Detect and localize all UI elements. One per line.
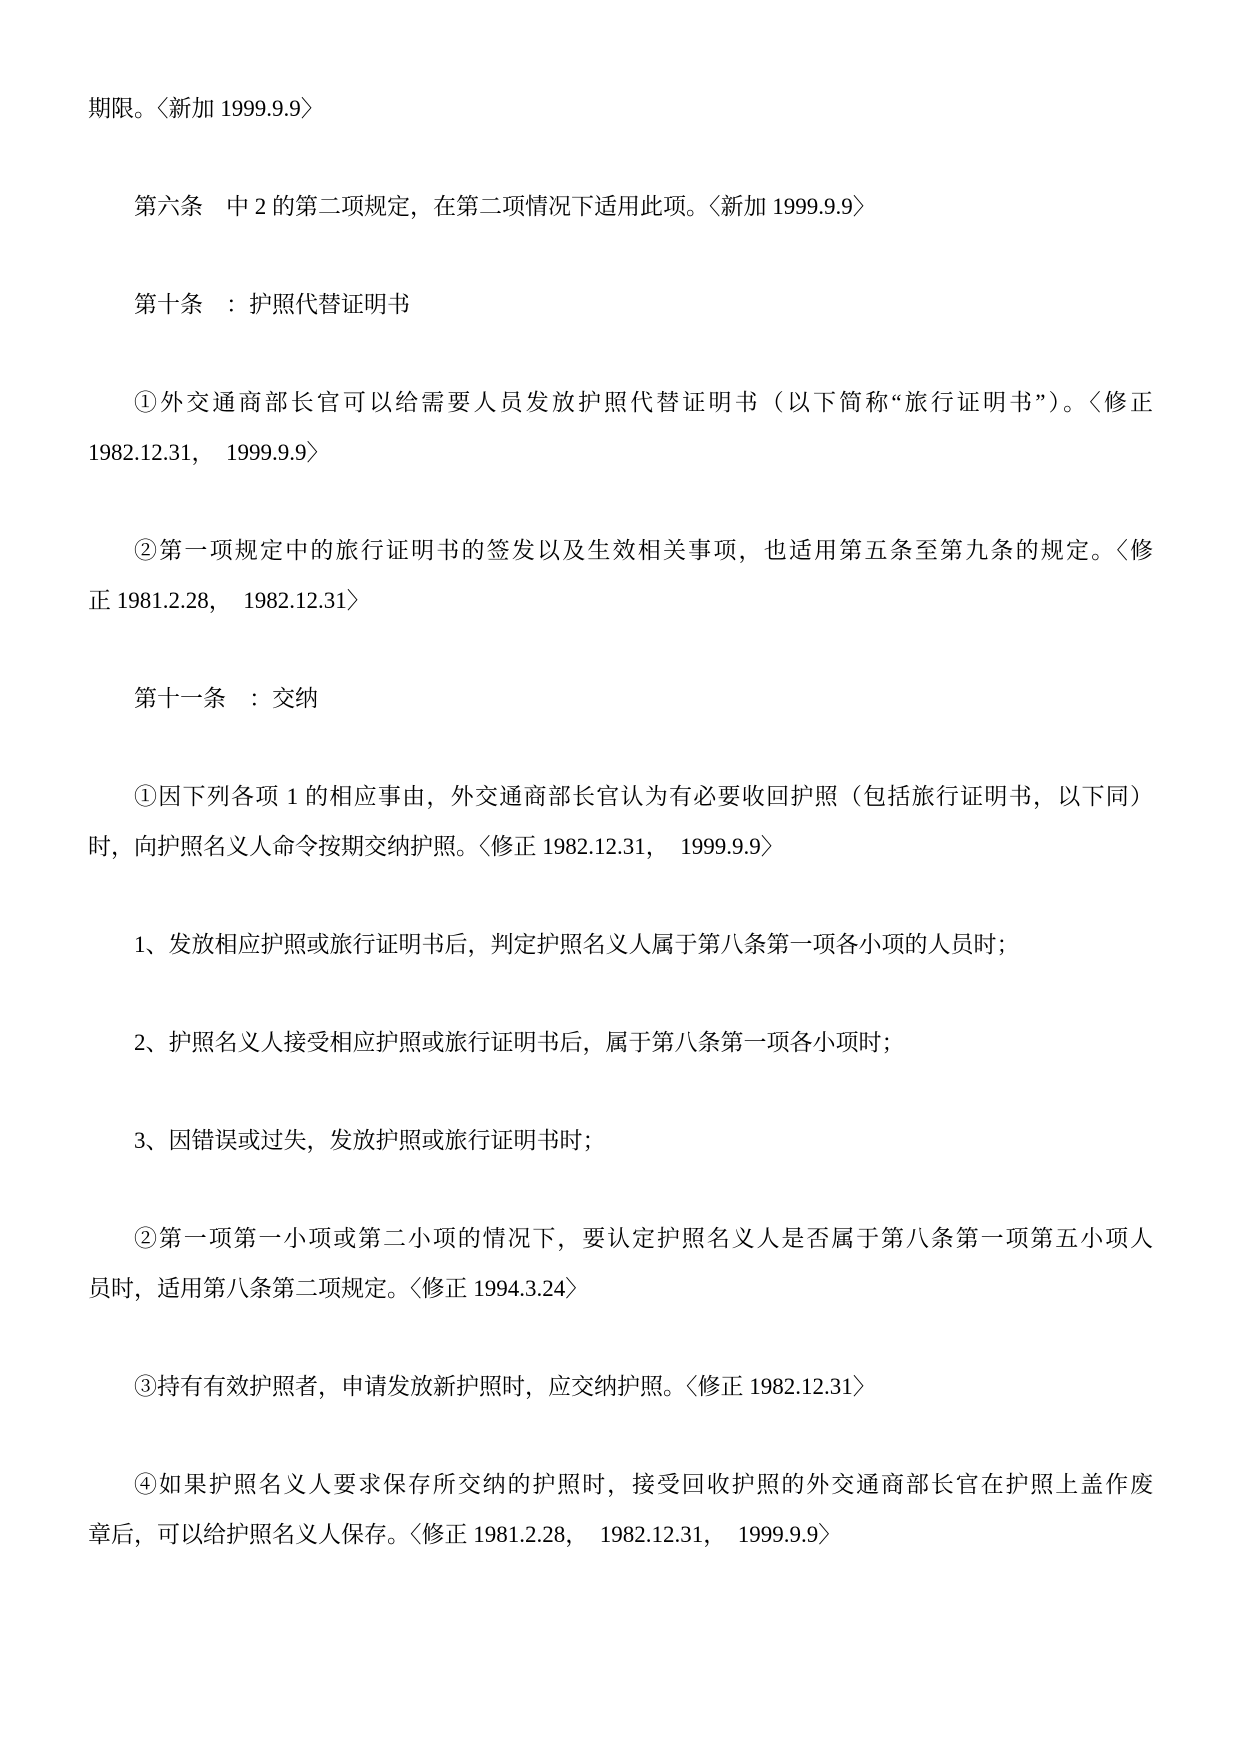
paragraph (88, 1214, 1153, 1314)
paragraph (88, 674, 1153, 724)
text-line: ④如果护照名义人要求保存所交纳的护照时，接受回收护照的外交通商部长官在护照上盖作废 (134, 1472, 1153, 1497)
text-line: 章后，可以给护照名义人保存。〈修正 1981.2.28， 1982.12.31， 1999.9.9〉 (88, 1522, 842, 1547)
text-line: 正 1981.2.28， 1982.12.31〉 (88, 588, 370, 613)
paragraph (88, 84, 1153, 134)
text-line: 2、护照名义人接受相应护照或旅行证明书后，属于第八条第一项各小项时； (134, 1030, 905, 1055)
text-line: ①因下列各项 1 的相应事由，外交通商部长官认为有必要收回护照（包括旅行证明书，以下同） (134, 784, 1153, 809)
paragraph (88, 378, 1153, 478)
paragraph (88, 920, 1153, 970)
text-line: 第十一条 ：交纳 (134, 686, 318, 711)
text-line: 员时，适用第八条第二项规定。〈修正 1994.3.24〉 (88, 1276, 589, 1301)
paragraph (88, 1018, 1153, 1068)
text-line: ③持有有效护照者，申请发放新护照时，应交纳护照。〈修正 1982.12.31〉 (134, 1374, 876, 1399)
text-line: 第十条 ：护照代替证明书 (134, 292, 410, 317)
text-line: 3、因错误或过失，发放护照或旅行证明书时； (134, 1128, 606, 1153)
text-line: ①外交通商部长官可以给需要人员发放护照代替证明书（以下简称“旅行证明书”）。〈修正 (134, 390, 1153, 415)
paragraph (88, 1362, 1153, 1412)
paragraph (88, 526, 1153, 626)
text-line: 第六条 中 2 的第二项规定，在第二项情况下适用此项。〈新加 1999.9.9〉 (134, 194, 876, 219)
text-line: ②第一项第一小项或第二小项的情况下，要认定护照名义人是否属于第八条第一项第五小项人 (134, 1226, 1153, 1251)
text-line: 时，向护照名义人命令按期交纳护照。〈修正 1982.12.31， 1999.9.9〉 (88, 834, 784, 859)
text-line: 1982.12.31， 1999.9.9〉 (88, 440, 330, 465)
paragraph (88, 182, 1153, 232)
text-line: ②第一项规定中的旅行证明书的签发以及生效相关事项，也适用第五条至第九条的规定。〈修 (134, 538, 1153, 563)
paragraph (88, 1460, 1153, 1560)
paragraph (88, 1116, 1153, 1166)
paragraph (88, 280, 1153, 330)
text-line: 1、发放相应护照或旅行证明书后，判定护照名义人属于第八条第一项各小项的人员时； (134, 932, 1020, 957)
text-line: 期限。〈新加 1999.9.9〉 (88, 96, 324, 121)
paragraph (88, 772, 1153, 872)
